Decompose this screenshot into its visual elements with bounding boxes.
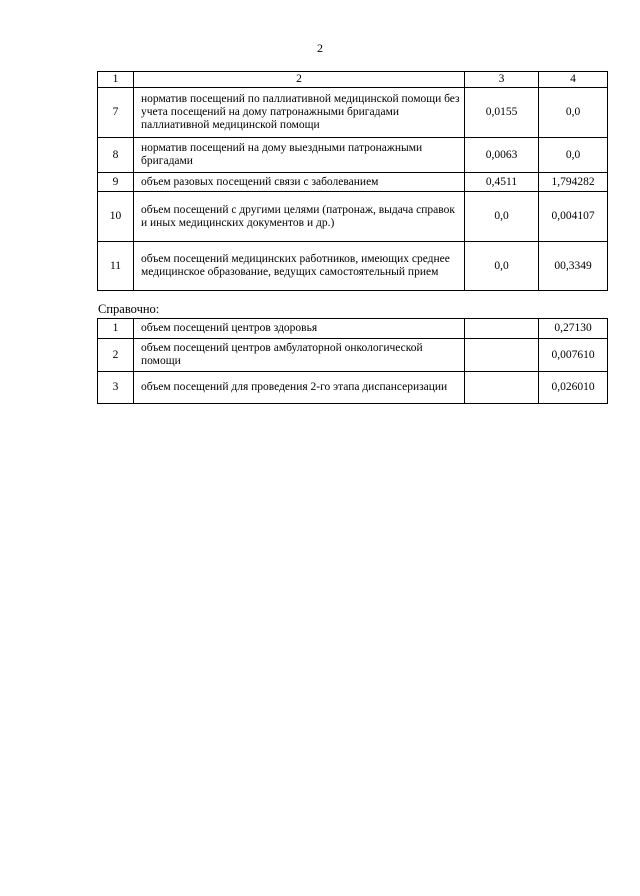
row-value-col4: 1,794282 (539, 173, 608, 192)
row-value-col3 (465, 339, 539, 372)
row-value-col4: 00,3349 (539, 242, 608, 291)
row-value-col3: 0,0 (465, 192, 539, 242)
header-cell: 4 (539, 72, 608, 88)
row-value-col4: 0,007610 (539, 339, 608, 372)
row-number: 9 (98, 173, 134, 192)
table-row (98, 173, 608, 192)
table-row (98, 339, 608, 372)
main-table (97, 71, 608, 291)
row-value-col4: 0,0 (539, 88, 608, 138)
page-number: 2 (317, 41, 323, 55)
table-row (98, 192, 608, 242)
row-number: 11 (98, 242, 134, 291)
row-number: 3 (98, 372, 134, 404)
table-row (98, 138, 608, 173)
row-value-col3 (465, 319, 539, 339)
row-description: норматив посещений по паллиативной медицинской помощи без учета посещений на дому патронажными бригадами паллиативной медицинской помощи (134, 88, 465, 138)
row-description: объем разовых посещений связи с заболеванием (134, 173, 465, 192)
row-description: объем посещений с другими целями (патронаж, выдача справок и иных медицинских документов и др.) (134, 192, 465, 242)
header-cell: 1 (98, 72, 134, 88)
row-description: объем посещений центров здоровья (134, 319, 465, 339)
header-cell: 3 (465, 72, 539, 88)
reference-caption: Справочно: (98, 302, 160, 316)
row-value-col4: 0,27130 (539, 319, 608, 339)
row-value-col3: 0,0 (465, 242, 539, 291)
row-number: 10 (98, 192, 134, 242)
table-row (98, 372, 608, 404)
row-number: 1 (98, 319, 134, 339)
reference-table (97, 318, 608, 404)
row-number: 7 (98, 88, 134, 138)
table-row (98, 242, 608, 291)
row-value-col3 (465, 372, 539, 404)
row-description: объем посещений для проведения 2-го этапа диспансеризации (134, 372, 465, 404)
header-cell: 2 (134, 72, 465, 88)
table-row (98, 88, 608, 138)
table-row (98, 319, 608, 339)
row-description: объем посещений центров амбулаторной онкологической помощи (134, 339, 465, 372)
row-description: объем посещений медицинских работников, имеющих среднее медицинское образование, ведущих самостоятельный прием (134, 242, 465, 291)
row-description: норматив посещений на дому выездными патронажными бригадами (134, 138, 465, 173)
row-value-col3: 0,4511 (465, 173, 539, 192)
row-value-col3: 0,0155 (465, 88, 539, 138)
row-number: 2 (98, 339, 134, 372)
row-number: 8 (98, 138, 134, 173)
table-header-row (98, 72, 608, 88)
row-value-col4: 0,004107 (539, 192, 608, 242)
row-value-col3: 0,0063 (465, 138, 539, 173)
row-value-col4: 0,026010 (539, 372, 608, 404)
row-value-col4: 0,0 (539, 138, 608, 173)
